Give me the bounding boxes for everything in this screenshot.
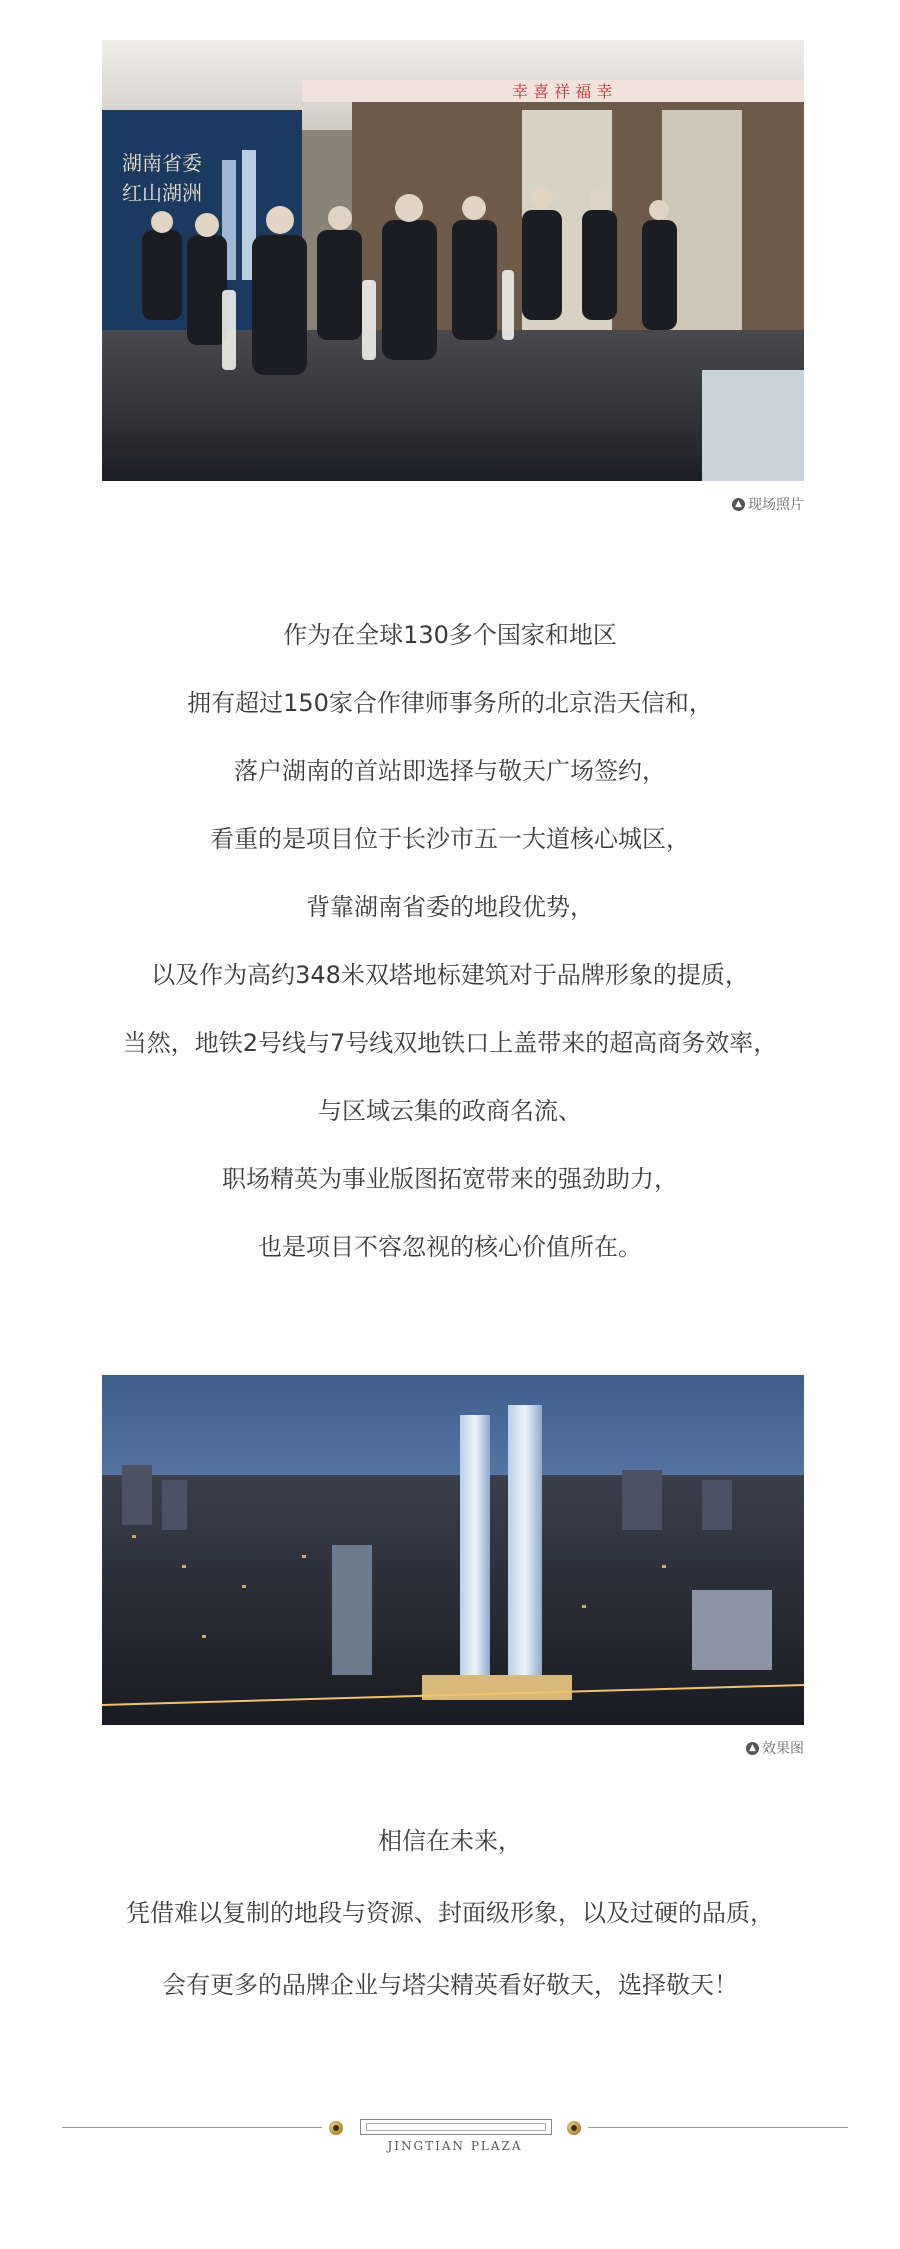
footer-brand: JINGTIAN PLAZA (387, 2139, 523, 2153)
event-photo-caption (732, 494, 804, 514)
paragraph-line: 以及作为高约348米双塔地标建筑对于品牌形象的提质， (151, 961, 749, 989)
paragraph-line: 相信在未来， (378, 1827, 522, 1855)
footer-ornament (62, 2105, 848, 2165)
paragraph-line: 看重的是项目位于长沙市五一大道核心城区， (210, 825, 690, 853)
camera-icon: ▲ (732, 498, 745, 511)
gold-medallion-icon (329, 2121, 343, 2135)
rendering-caption-text: 效果图 (762, 1741, 804, 1757)
paragraph-line: 背靠湖南省委的地段优势， (306, 893, 594, 921)
paragraph-line: 会有更多的品牌企业与塔尖精英看好敬天，选择敬天！ (162, 1971, 738, 1999)
paragraph-line: 凭借难以复制的地段与资源、封面级形象，以及过硬的品质， (126, 1899, 774, 1927)
camera-icon: ▲ (746, 1742, 759, 1755)
footer-frame (360, 2119, 552, 2135)
tower-left (460, 1415, 490, 1695)
gold-medallion-icon (567, 2121, 581, 2135)
event-photo-illustration (102, 40, 804, 481)
rendering-caption (746, 1738, 804, 1758)
board-text-2: 红山湖洲 (122, 181, 202, 205)
paragraph-line: 也是项目不容忽视的核心价值所在。 (258, 1233, 642, 1261)
paragraph-line: 与区域云集的政商名流、 (318, 1097, 582, 1125)
paragraph-line: 落户湖南的首站即选择与敬天广场签约， (234, 757, 666, 785)
event-photo (102, 40, 804, 481)
paragraph-line: 作为在全球130多个国家和地区 (283, 621, 617, 649)
event-caption-text: 现场照片 (748, 497, 804, 513)
board-text-1: 湖南省委 (122, 151, 202, 175)
banner-text: 幸 喜 祥 福 幸 (512, 82, 613, 101)
intro-paragraph (0, 618, 900, 1298)
paragraph-line: 当然，地铁2号线与7号线双地铁口上盖带来的超高商务效率， (122, 1029, 778, 1057)
closing-paragraph (0, 1823, 900, 2039)
paragraph-line: 职场精英为事业版图拓宽带来的强劲助力， (222, 1165, 678, 1193)
rendering-photo (102, 1375, 804, 1725)
paragraph-line: 拥有超过150家合作律师事务所的北京浩天信和， (187, 689, 713, 717)
rendering-illustration (102, 1375, 804, 1725)
footer-line-right (588, 2127, 848, 2128)
footer-line-left (62, 2127, 322, 2128)
tower-right (508, 1405, 542, 1695)
